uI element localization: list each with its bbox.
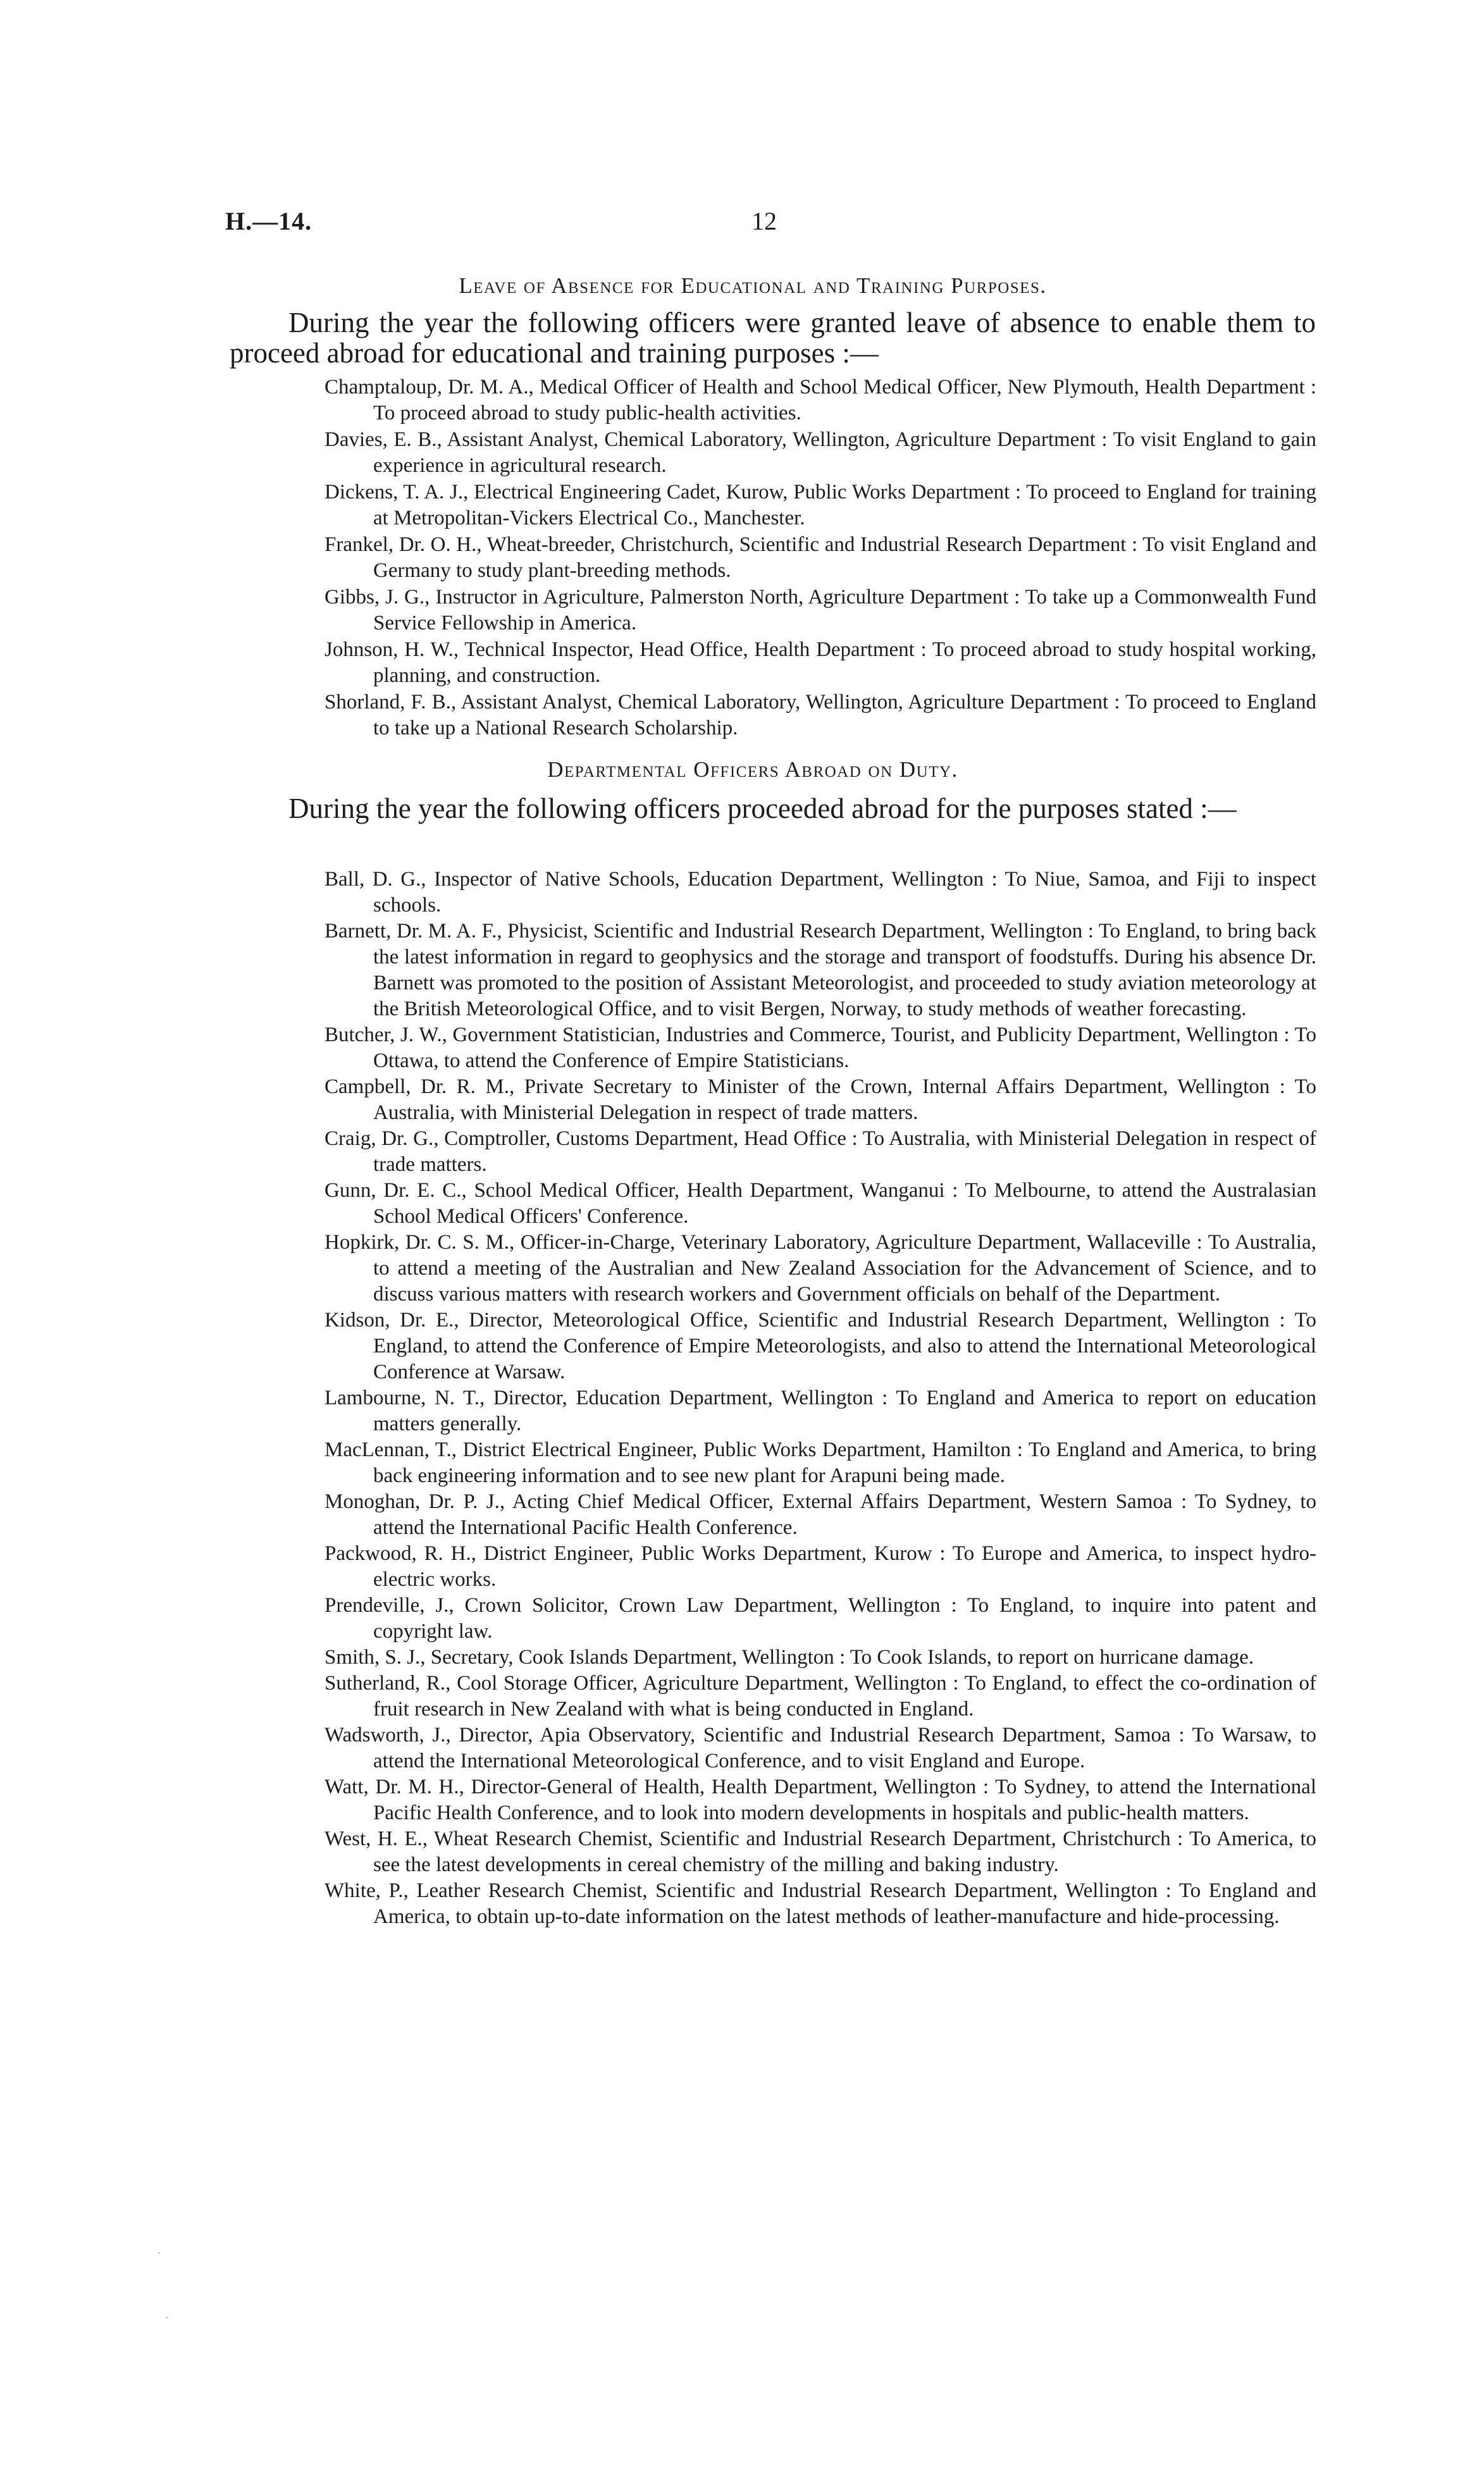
- list-item: Prendeville, J., Crown Solicitor, Crown Law Department, Wellington : To England, to inquire into patent and copyright law.: [325, 1594, 1316, 1643]
- scan-speck: [166, 2316, 168, 2318]
- list-item: Watt, Dr. M. H., Director-General of Health, Health Department, Wellington : To Sydney, to attend the International Pacific Health Conference, and to look into modern developments in hospitals and public-health matters.: [325, 1776, 1316, 1824]
- list-item: Champtaloup, Dr. M. A., Medical Officer of Health and School Medical Officer, New Plymouth, Health Department : To proceed abroad to study public-health activities.: [325, 376, 1316, 424]
- officers-abroad-list: [325, 867, 1316, 1930]
- list-item: Shorland, F. B., Assistant Analyst, Chemical Laboratory, Wellington, Agriculture Department : To proceed to England to take up a National Research Scholarship.: [325, 691, 1316, 739]
- leave-of-absence-list: [325, 374, 1316, 742]
- list-item: Barnett, Dr. M. A. F., Physicist, Scientific and Industrial Research Department, Wellington : To England, to bring back the latest information in regard to geophysics and the storage and transport of foodstuffs. During his absence Dr. Barnett was promoted to the position of Assistant Meteorologist, and proceeded to study aviation meteorology at the British Meteorological Office, and to visit Bergen, Norway, to study methods of weather forecasting.: [325, 920, 1316, 1020]
- list-item: Packwood, R. H., District Engineer, Public Works Department, Kurow : To Europe and America, to inspect hydro-electric works.: [325, 1542, 1316, 1591]
- list-item: Kidson, Dr. E., Director, Meteorological Office, Scientific and Industrial Research Department, Wellington : To England, to attend the Conference of Empire Meteorologists, and also to attend the International Meteorological Conference at Warsaw.: [325, 1309, 1316, 1383]
- list-item: Craig, Dr. G., Comptroller, Customs Department, Head Office : To Australia, with Ministerial Delegation in respect of trade matters.: [325, 1127, 1316, 1176]
- list-item: Dickens, T. A. J., Electrical Engineering Cadet, Kurow, Public Works Department : To proceed to England for training at Metropolitan-Vickers Electrical Co., Manchester.: [325, 481, 1316, 529]
- list-item: Butcher, J. W., Government Statistician, Industries and Commerce, Tourist, and Publicity Department, Wellington : To Ottawa, to attend the Conference of Empire Statisticians.: [325, 1023, 1316, 1072]
- list-item: Campbell, Dr. R. M., Private Secretary to Minister of the Crown, Internal Affairs Department, Wellington : To Australia, with Ministerial Delegation in respect of trade matters.: [325, 1075, 1316, 1124]
- list-item: Davies, E. B., Assistant Analyst, Chemical Laboratory, Wellington, Agriculture Department : To visit England to gain experience in agricultural research.: [325, 428, 1316, 477]
- list-item: White, P., Leather Research Chemist, Scientific and Industrial Research Department, Wellington : To England and America, to obtain up-to-date information on the latest methods of leather-manufacture and hide-processing.: [325, 1879, 1316, 1928]
- list-item: Frankel, Dr. O. H., Wheat-breeder, Christchurch, Scientific and Industrial Research Department : To visit England and Germany to study plant-breeding methods.: [325, 533, 1316, 582]
- list-item: Gunn, Dr. E. C., School Medical Officer, Health Department, Wanganui : To Melbourne, to attend the Australasian School Medical Officers' Conference.: [325, 1179, 1316, 1228]
- section-heading-leave-of-absence: Leave of Absence for Educational and Training Purposes.: [459, 273, 1047, 298]
- section-heading-officers-abroad: Departmental Officers Abroad on Duty.: [547, 757, 958, 782]
- list-item: MacLennan, T., District Electrical Engineer, Public Works Department, Hamilton : To England and America, to bring back engineering information and to see new plant for Arapuni being made.: [325, 1438, 1316, 1487]
- list-item: Hopkirk, Dr. C. S. M., Officer-in-Charge, Veterinary Laboratory, Agriculture Department, Wallaceville : To Australia, to attend a meeting of the Australian and New Zealand Association for the Advancement of Science, and to discuss various matters with research workers and Government officials on behalf of the Department.: [325, 1231, 1316, 1306]
- page-number: 12: [751, 207, 777, 235]
- list-item: Sutherland, R., Cool Storage Officer, Agriculture Department, Wellington : To England, to effect the co-ordination of fruit research in New Zealand with what is being conducted in England.: [325, 1672, 1316, 1721]
- list-item: Smith, S. J., Secretary, Cook Islands Department, Wellington : To Cook Islands, to report on hurricane damage.: [325, 1646, 1254, 1669]
- list-item: West, H. E., Wheat Research Chemist, Scientific and Industrial Research Department, Christchurch : To America, to see the latest developments in cereal chemistry of the milling and baking industry.: [325, 1827, 1316, 1876]
- list-item: Monoghan, Dr. P. J., Acting Chief Medical Officer, External Affairs Department, Western Samoa : To Sydney, to attend the International Pacific Health Conference.: [325, 1490, 1316, 1539]
- list-item: Wadsworth, J., Director, Apia Observatory, Scientific and Industrial Research Department, Samoa : To Warsaw, to attend the International Meteorological Conference, and to visit England and Europe.: [325, 1724, 1316, 1772]
- list-item: Lambourne, N. T., Director, Education Department, Wellington : To England and America to report on education matters generally.: [325, 1387, 1316, 1435]
- list-item: Ball, D. G., Inspector of Native Schools, Education Department, Wellington : To Niue, Samoa, and Fiji to inspect schools.: [325, 868, 1316, 917]
- scan-speck: [158, 2252, 160, 2254]
- document-id: H.—14.: [225, 207, 312, 235]
- list-item: Gibbs, J. G., Instructor in Agriculture, Palmerston North, Agriculture Department : To take up a Commonwealth Fund Service Fellowship in America.: [325, 586, 1316, 634]
- section-intro-leave-of-absence: During the year the following officers were granted leave of absence to enable them to proceed abroad for educational and training purposes :—: [230, 307, 1316, 369]
- section-intro-officers-abroad: During the year the following officers proceeded abroad for the purposes stated :—: [288, 793, 1237, 824]
- list-item: Johnson, H. W., Technical Inspector, Head Office, Health Department : To proceed abroad to study hospital working, planning, and construction.: [325, 638, 1316, 687]
